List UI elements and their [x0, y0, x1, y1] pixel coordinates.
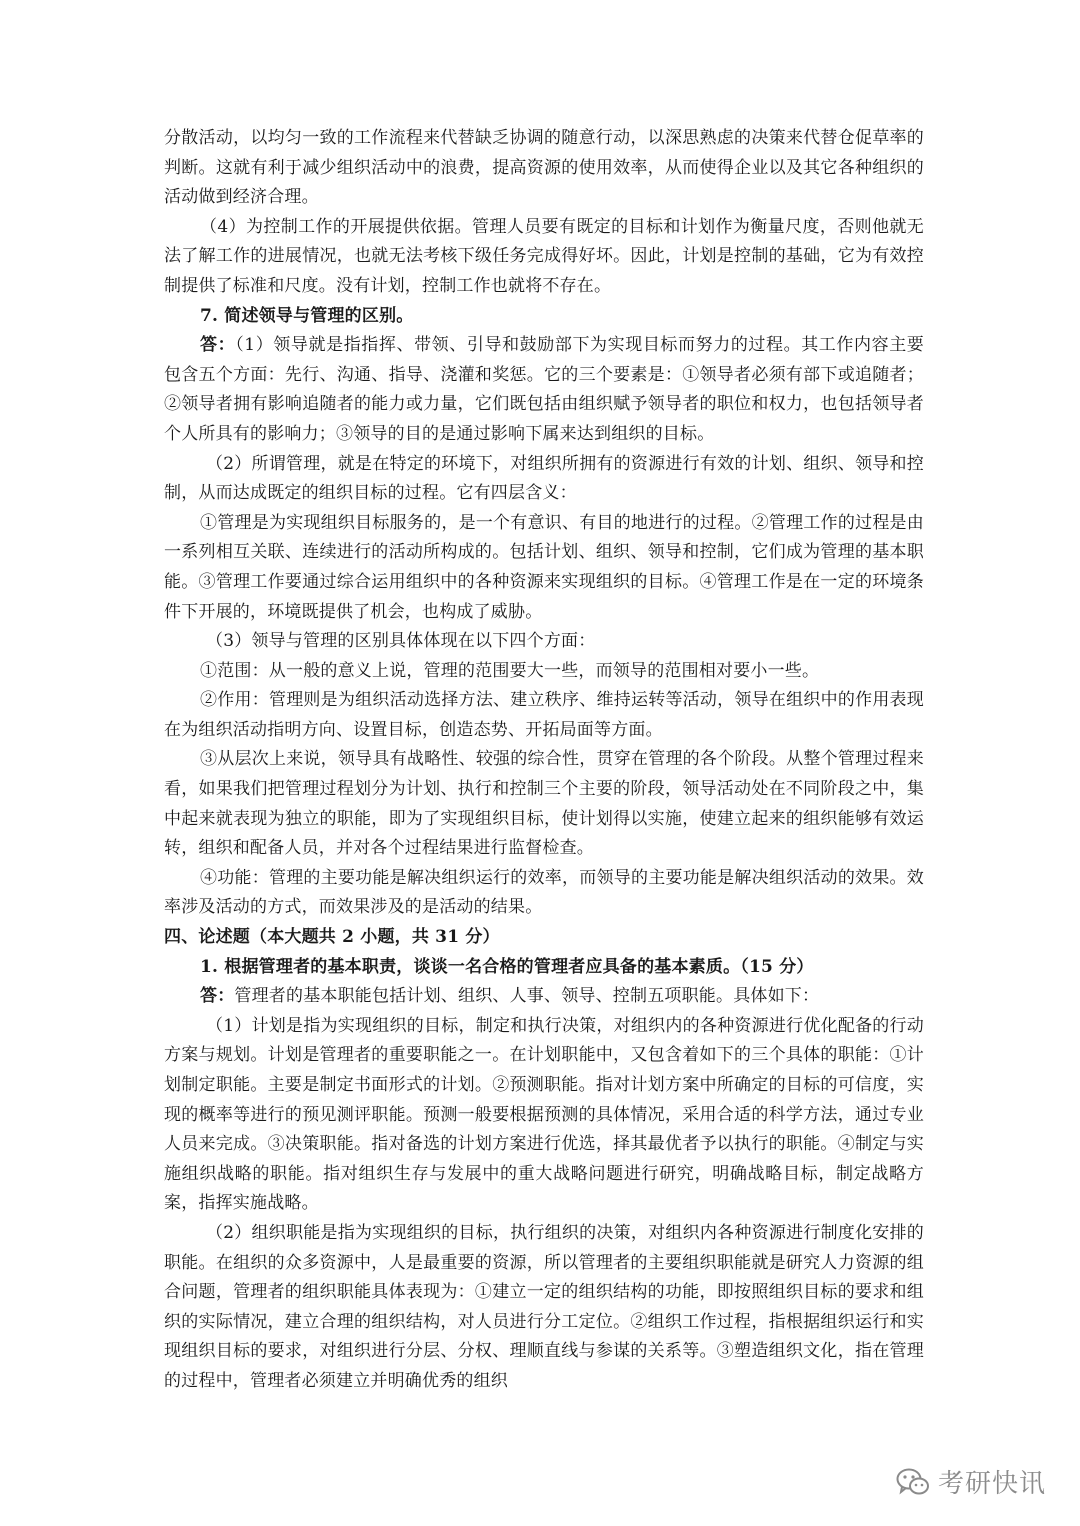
essay-question-1-organizing: （2）组织职能是指为实现组织的目标，执行组织的决策，对组织内各种资源进行制度化安排的职能。在组织的众多资源中，人是最重要的资源，所以管理者的主要组织职能就是研究人力资源的组合问题，管理者的组织职能具体表现为：①建立一定的组织结构的功能，即按照组织目标的要求和组织的实际情况，建立合理的组织结构，对人员进行分工定位。②组织工作过程，指根据组织运行和实现组织目标的要求，对组织进行分层、分权、理顺直线与参谋的关系等。③塑造组织文化，指在管理的过程中，管理者必须建立并明确优秀的组织: [164, 1222, 924, 1391]
answer-label: 答：: [200, 986, 235, 1007]
watermark-text: 考研快讯: [937, 1469, 1046, 1499]
section-4-title: 四、论述题（本大题共 2 小题，共 31 分）: [164, 927, 500, 948]
essay-question-1-title: 1. 根据管理者的基本职责，谈谈一名合格的管理者应具备的基本素质。（15 分）: [200, 956, 814, 977]
paragraph-control-basis: （4）为控制工作的开展提供依据。管理人员要有既定的目标和计划作为衡量尺度，否则他就无法了解工作的进展情况，也就无法考核下级任务完成得好坏。因此，计划是控制的基础，它为有效控制提供了标准和尺度。没有计划，控制工作也就将不存在。: [164, 216, 924, 296]
essay-question-1-planning: （1）计划是指为实现组织的目标，制定和执行决策，对组织内的各种资源进行优化配备的行动方案与规划。计划是管理者的重要职能之一。在计划职能中，又包含着如下的三个具体的职能：①计划制定职能。主要是制定书面形式的计划。②预测职能。指对计划方案中所确定的目标的可信度，实现的概率等进行的预见测评职能。预测一般要根据预测的具体情况，采用合适的科学方法，通过专业人员来完成。③决策职能。指对备选的计划方案进行优选，择其最优者予以执行的职能。④制定与实施组织战略的职能。指对组织生存与发展中的重大战略问题进行研究，明确战略目标，制定战略方案，指挥实施战略。: [164, 1015, 924, 1214]
question-7-answer-3-scope: ①范围：从一般的意义上说，管理的范围要大一些，而领导的范围相对要小一些。: [200, 660, 820, 681]
question-7-answer-3-level: ③从层次上来说，领导具有战略性、较强的综合性，贯穿在管理的各个阶段。从整个管理过程来看，如果我们把管理过程划分为计划、执行和控制三个主要的阶段，领导活动处在不同阶段之中，集中起来就表现为独立的职能，即为了实现组织目标，使计划得以实施，使建立起来的组织能够有效运转，组织和配备人员，并对各个过程结果进行监督检查。: [164, 749, 924, 859]
question-7-answer-3-function: ④功能：管理的主要功能是解决组织运行的效率，而领导的主要功能是解决组织活动的效果。效率涉及活动的方式，而效果涉及的是活动的结果。: [164, 867, 924, 918]
question-7-answer-2-detail: ①管理是为实现组织目标服务的，是一个有意识、有目的地进行的过程。②管理工作的过程是由一系列相互关联、连续进行的活动所构成的。包括计划、组织、领导和控制，它们成为管理的基本职能。③管理工作要通过综合运用组织中的各种资源来实现组织的目标。④管理工作是在一定的环境条件下开展的，环境既提供了机会，也构成了威胁。: [164, 512, 924, 622]
question-7-title: 7. 简述领导与管理的区别。: [200, 305, 414, 326]
question-7-answer-1: [164, 331, 924, 449]
question-7-answer-3-role: ②作用：管理则是为组织活动选择方法、建立秩序、维持运转等活动，领导在组织中的作用表现在为组织活动指明方向、设置目标，创造态势、开拓局面等方面。: [164, 690, 924, 740]
question-7-answer-3: （3）领导与管理的区别具体体现在以下四个方面：: [206, 631, 596, 652]
document-page: [164, 124, 924, 1397]
paragraph-continued: 分散活动，以均匀一致的工作流程来代替缺乏协调的随意行动，以深思熟虑的决策来代替仓促草率的判断。这就有利于减少组织活动中的浪费，提高资源的使用效率，从而使得企业以及其它各种组织的活动做到经济合理。: [164, 128, 924, 208]
question-7-answer-2: （2）所谓管理，就是在特定的环境下，对组织所拥有的资源进行有效的计划、组织、领导和控制，从而达成既定的组织目标的过程。它有四层含义：: [164, 453, 924, 504]
wechat-icon: [896, 1467, 930, 1497]
essay-question-1-answer-intro: [164, 982, 924, 1012]
answer-text: 管理者的基本职能包括计划、组织、人事、领导、控制五项职能。具体如下：: [234, 986, 820, 1007]
answer-text: （1）领导就是指指挥、带领、引导和鼓励部下为实现目标而努力的过程。其工作内容主要包含五个方面：先行、沟通、指导、浇灌和奖惩。它的三个要素是：①领导者必须有部下或追随者；②领导者拥有影响追随者的能力或力量，它们既包括由组织赋予领导者的职位和权力，也包括领导者个人所具有的影响力；③领导的目的是通过影响下属来达到组织的目标。: [164, 335, 924, 444]
answer-label: 答：: [200, 335, 236, 356]
watermark: [896, 1463, 1046, 1500]
